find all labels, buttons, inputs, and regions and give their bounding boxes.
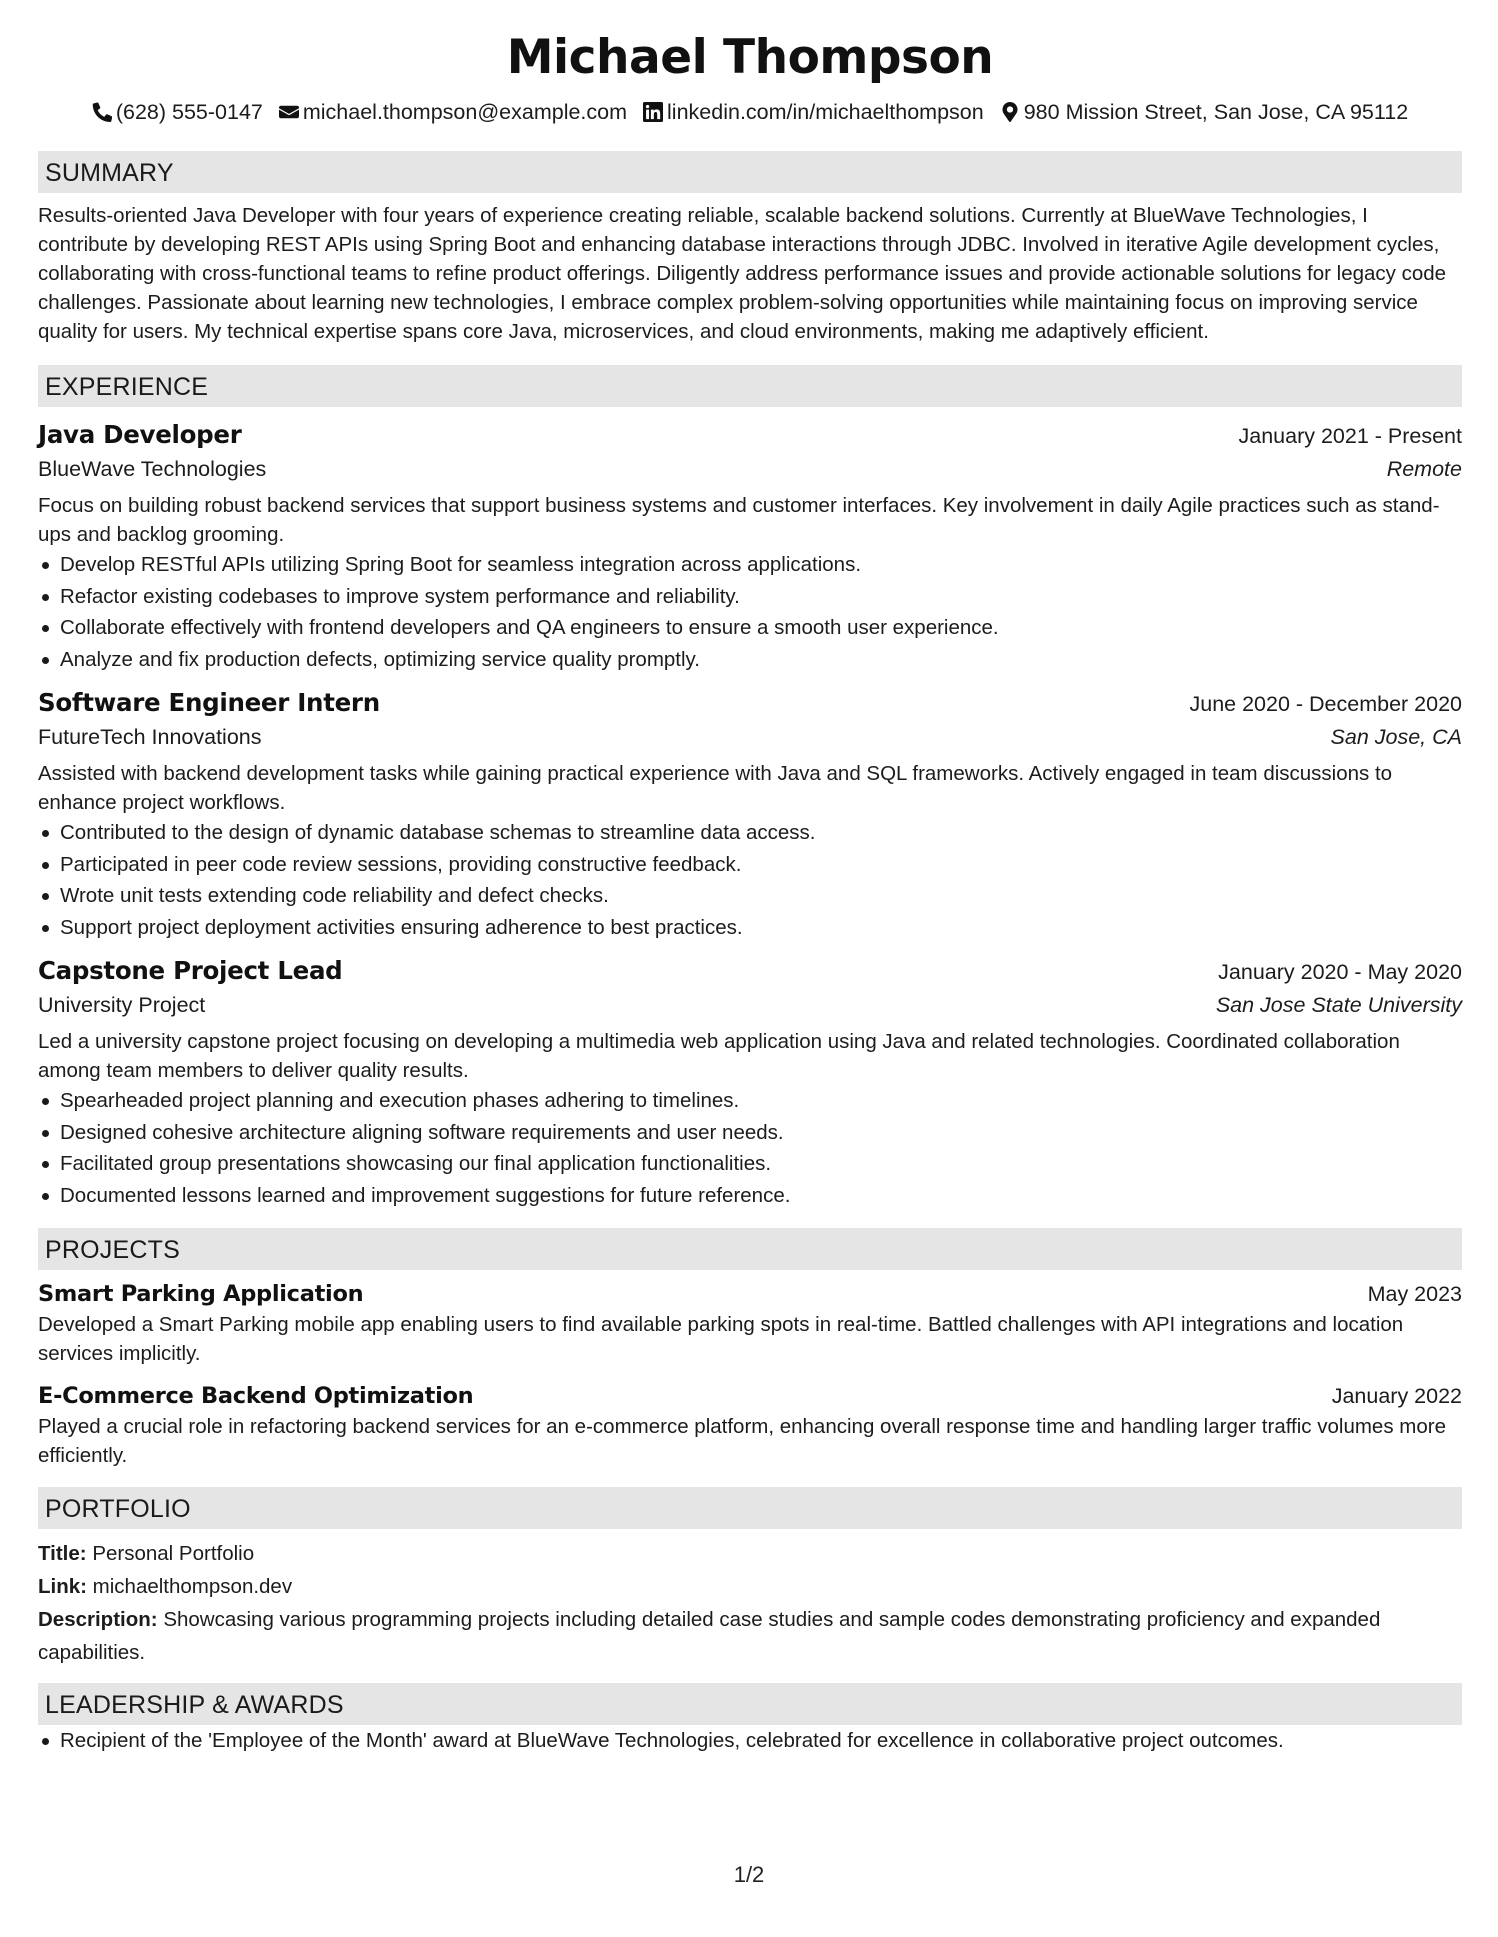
job-company: BlueWave Technologies: [38, 457, 267, 481]
job-location: Remote: [1386, 457, 1462, 481]
summary-heading: SUMMARY: [38, 151, 1462, 193]
portfolio-description-value: Showcasing various programming projects including detailed case studies and sample codes demonstrating proficiency and expanded capabilities.: [38, 1608, 1381, 1664]
portfolio-link-value[interactable]: michaelthompson.dev: [92, 1575, 293, 1598]
project-date: May 2023: [1367, 1282, 1462, 1306]
contact-linkedin[interactable]: [643, 100, 984, 125]
job-company: FutureTech Innovations: [38, 725, 262, 749]
list-item: Wrote unit tests extending code reliability and defect checks.: [60, 880, 1462, 912]
project-date: January 2022: [1331, 1384, 1462, 1408]
leadership-bullets: [38, 1725, 1462, 1757]
job-location: San Jose, CA: [1330, 725, 1462, 749]
job-description: Focus on building robust backend services that support business systems and customer interfaces. Key involvement in daily Agile practices such as stand-ups and backlog grooming.: [38, 494, 1440, 546]
job-bullets: [38, 1085, 1462, 1211]
portfolio-title-line: [38, 1537, 1462, 1570]
job-entry: [38, 687, 1462, 943]
portfolio-block: [38, 1537, 1462, 1669]
project-description: Played a crucial role in refactoring backend services for an e-commerce platform, enhancing overall response time and handling larger traffic volumes more efficiently.: [38, 1415, 1446, 1467]
list-item: Spearheaded project planning and execution phases adhering to timelines.: [60, 1085, 1462, 1117]
candidate-name: Michael Thompson: [506, 30, 994, 85]
list-item: Develop RESTful APIs utilizing Spring Boot for seamless integration across applications.: [60, 549, 1462, 581]
list-item: Participated in peer code review sessions, providing constructive feedback.: [60, 849, 1462, 881]
list-item: Refactor existing codebases to improve system performance and reliability.: [60, 581, 1462, 613]
portfolio-title-value: Personal Portfolio: [92, 1542, 255, 1565]
portfolio-link-label: Link:: [38, 1575, 87, 1598]
job-title: Capstone Project Lead: [38, 956, 343, 985]
address-text: 980 Mission Street, San Jose, CA 95112: [1023, 99, 1409, 124]
contact-email[interactable]: [279, 100, 627, 125]
project-entry: [38, 1278, 1462, 1368]
list-item: Designed cohesive architecture aligning software requirements and user needs.: [60, 1117, 1462, 1149]
list-item: Contributed to the design of dynamic database schemas to streamline data access.: [60, 817, 1462, 849]
list-item: Documented lessons learned and improvement suggestions for future reference.: [60, 1180, 1462, 1212]
summary-text: Results-oriented Java Developer with four years of experience creating reliable, scalable backend solutions. Currently at BlueWave Technologies, I contribute by developing REST APIs using Spring Boot and enhancing database interactions through JDBC. Involved in iterative Agile development cycles, collaborating with cross-functional teams to refine product offerings. Diligently address performance issues and provide actionable solutions for legacy code challenges. Passionate about learning new technologies, I embrace complex problem-solving opportunities while maintaining focus on improving service quality for users. My technical expertise spans core Java, microservices, and cloud environments, making me adaptively efficient.: [38, 204, 1447, 343]
leadership-heading: LEADERSHIP & AWARDS: [38, 1683, 1462, 1725]
list-item: Facilitated group presentations showcasing our final application functionalities.: [60, 1148, 1462, 1180]
portfolio-title-label: Title:: [38, 1542, 87, 1565]
list-item: Analyze and fix production defects, optimizing service quality promptly.: [60, 644, 1462, 676]
project-entry: [38, 1380, 1462, 1470]
job-title: Java Developer: [38, 420, 242, 449]
page-indicator: 1/2: [733, 1862, 765, 1887]
job-entry: [38, 419, 1462, 675]
linkedin-icon: [643, 102, 663, 122]
list-item: Support project deployment activities ensuring adherence to best practices.: [60, 912, 1462, 944]
job-company: University Project: [38, 993, 206, 1017]
project-description: Developed a Smart Parking mobile app enabling users to find available parking spots in real-time. Battled challenges with API integrations and location services implicitly.: [38, 1313, 1404, 1365]
email-text[interactable]: michael.thompson@example.com: [302, 99, 628, 124]
linkedin-text[interactable]: linkedin.com/in/michaelthompson: [667, 99, 984, 124]
portfolio-description-label: Description:: [38, 1608, 158, 1631]
project-title: E-Commerce Backend Optimization: [38, 1383, 474, 1409]
job-bullets: [38, 549, 1462, 675]
contact-address: [1000, 100, 1408, 125]
portfolio-link-line: [38, 1570, 1462, 1603]
contact-phone: [92, 100, 263, 125]
phone-text: (628) 555-0147: [115, 99, 263, 124]
phone-icon: [92, 102, 112, 122]
contact-bar: [38, 98, 1462, 126]
job-description: Assisted with backend development tasks while gaining practical experience with Java and SQL frameworks. Actively engaged in team discussions to enhance project workflows.: [38, 762, 1393, 814]
job-title: Software Engineer Intern: [38, 688, 380, 717]
resume-page: [38, 0, 1462, 1757]
projects-heading: PROJECTS: [38, 1228, 1462, 1270]
job-location: San Jose State University: [1215, 993, 1462, 1017]
job-entry: [38, 955, 1462, 1211]
experience-heading: EXPERIENCE: [38, 365, 1462, 407]
portfolio-heading: PORTFOLIO: [38, 1487, 1462, 1529]
job-dates: January 2021 - Present: [1238, 424, 1462, 448]
job-dates: January 2020 - May 2020: [1218, 960, 1462, 984]
job-description: Led a university capstone project focusing on developing a multimedia web application using Java and related technologies. Coordinated collaboration among team members to deliver quality results.: [38, 1030, 1400, 1082]
project-title: Smart Parking Application: [38, 1281, 364, 1307]
list-item: Collaborate effectively with frontend developers and QA engineers to ensure a smooth user experience.: [60, 612, 1462, 644]
portfolio-description-line: [38, 1603, 1462, 1669]
map-marker-icon: [1000, 102, 1020, 122]
list-item: Recipient of the 'Employee of the Month' award at BlueWave Technologies, celebrated for excellence in collaborative project outcomes.: [60, 1725, 1462, 1757]
envelope-icon: [279, 102, 299, 122]
job-bullets: [38, 817, 1462, 943]
job-dates: June 2020 - December 2020: [1189, 692, 1462, 716]
